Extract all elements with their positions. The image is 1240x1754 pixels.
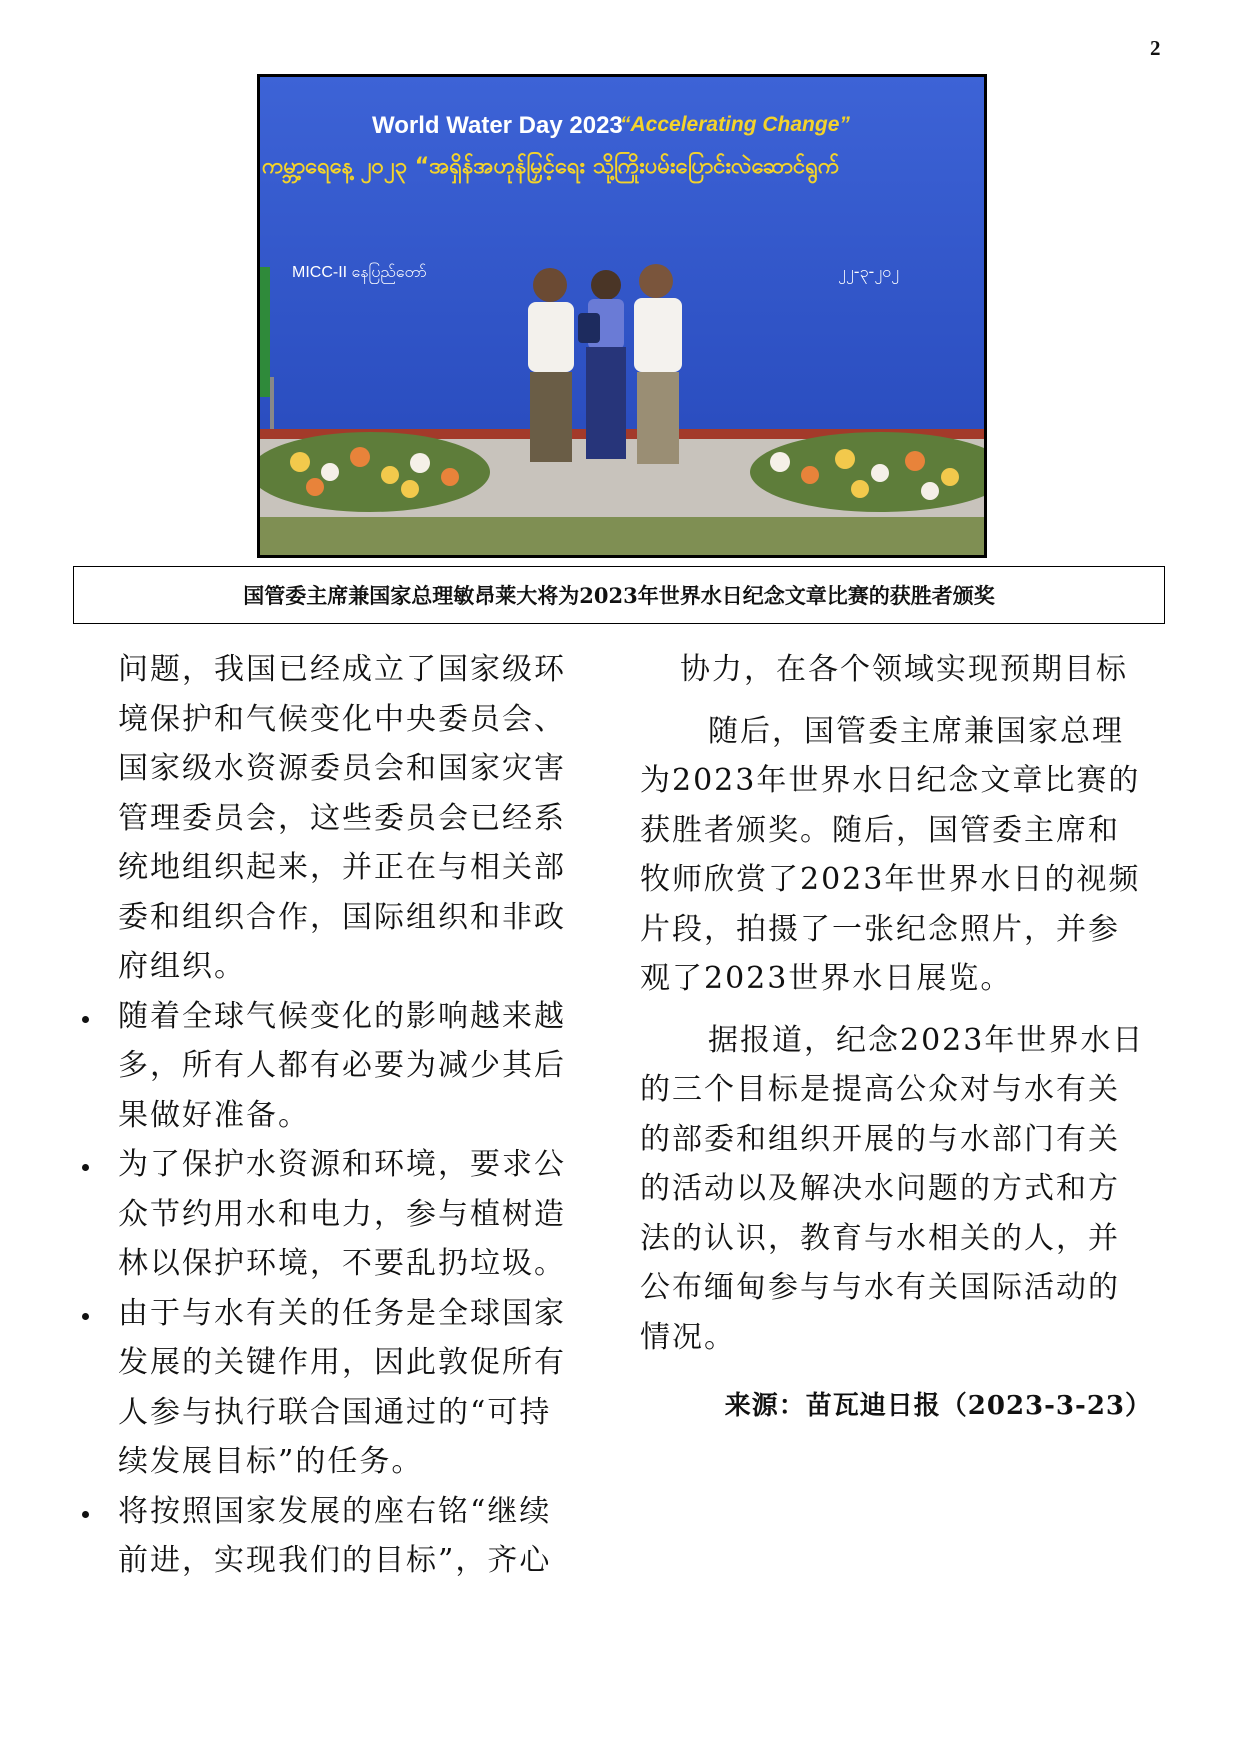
- award-ceremony-image: [260, 77, 984, 555]
- banner-title: World Water Day 2023: [372, 112, 623, 139]
- photo-caption: 国管委主席兼国家总理敏昂莱大将为2023年世界水日纪念文章比赛的获胜者颁奖: [73, 566, 1165, 624]
- text-line: 果做好准备。: [118, 1097, 310, 1133]
- award-plaque: [578, 313, 600, 343]
- text-line: 委和组织合作，国际组织和非政: [118, 899, 566, 935]
- text-line: 问题，我国已经成立了国家级环: [118, 652, 566, 687]
- text-line: 前进，实现我们的目标”，齐心: [118, 1543, 552, 1578]
- text-line: 协力，在各个领域实现预期目标: [680, 652, 1128, 687]
- text-line: 人参与执行联合国通过的“可持: [118, 1394, 552, 1430]
- bullet-item: 为了保护水资源和环境，要求公: [118, 1140, 604, 1190]
- left-column: [118, 645, 604, 1586]
- text-line: 续发展目标”的任务。: [118, 1444, 424, 1479]
- text-line: 的活动以及解决水问题的方式和方: [640, 1171, 1120, 1206]
- text-line: 国家级水资源委员会和国家灾害: [118, 751, 566, 786]
- flag: [260, 267, 270, 397]
- text-line: 管理委员会，这些委员会已经系: [118, 800, 566, 836]
- text-line: 统地组织起来，并正在与相关部: [118, 850, 566, 885]
- right-column: [640, 645, 1160, 1432]
- text-line: 发展的关键作用，因此敦促所有: [118, 1345, 566, 1380]
- text-line: 府组织。: [118, 949, 246, 984]
- source-citation: 来源：苗瓦迪日报（2023-3-23）: [724, 1391, 1152, 1421]
- text-line: 片段，拍摄了一张纪念照片，并参: [640, 911, 1120, 947]
- text-line: 境保护和气候变化中央委员会、: [118, 701, 566, 737]
- bullet-item: 将按照国家发展的座右铭“继续: [118, 1487, 604, 1537]
- banner-venue: MICC-II နေပြည်တော်: [292, 264, 427, 281]
- text-line: 多，所有人都有必要为减少其后: [118, 1048, 566, 1083]
- paragraph-first-line: 随后，国管委主席兼国家总理: [708, 713, 1124, 749]
- paragraph-first-line: 据报道，纪念2023年世界水日: [708, 1022, 1145, 1058]
- bullet-item: 由于与水有关的任务是全球国家: [118, 1289, 604, 1339]
- text-line: 获胜者颁奖。随后，国管委主席和: [640, 812, 1120, 848]
- banner-slogan: “Accelerating Change”: [620, 113, 850, 136]
- text-line: 牧师欣赏了2023年世界水日的视频: [640, 862, 1141, 897]
- text-line: 法的认识，教育与水相关的人，并: [640, 1220, 1120, 1256]
- banner-date: ၂၂-၃-၂၀၂: [838, 262, 899, 281]
- page-number: 2: [1150, 36, 1161, 60]
- text-line: 为2023年世界水日纪念文章比赛的: [640, 763, 1141, 798]
- text-line: 观了2023世界水日展览。: [640, 961, 1013, 996]
- event-photo: [257, 74, 987, 558]
- text-line: 林以保护环境，不要乱扔垃圾。: [118, 1246, 566, 1281]
- text-line: 情况。: [640, 1319, 736, 1355]
- text-line: 公布缅甸参与与水有关国际活动的: [640, 1270, 1120, 1305]
- text-line: 众节约用水和电力，参与植树造: [118, 1196, 566, 1232]
- text-line: 的三个目标是提高公众对与水有关: [640, 1072, 1120, 1107]
- bullet-item: 随着全球气候变化的影响越来越: [118, 992, 604, 1042]
- flower-arrangement-left: [260, 432, 490, 512]
- banner-myanmar: ကမ္ဘာ့ရေနေ့ ၂၀၂၃ “အရှိန်အဟုန်မြှင့်ရေး သို့ကြိုးပမ်းပြောင်းလဲဆောင်ရွက်: [262, 154, 840, 179]
- text-line: 的部委和组织开展的与水部门有关: [640, 1121, 1120, 1157]
